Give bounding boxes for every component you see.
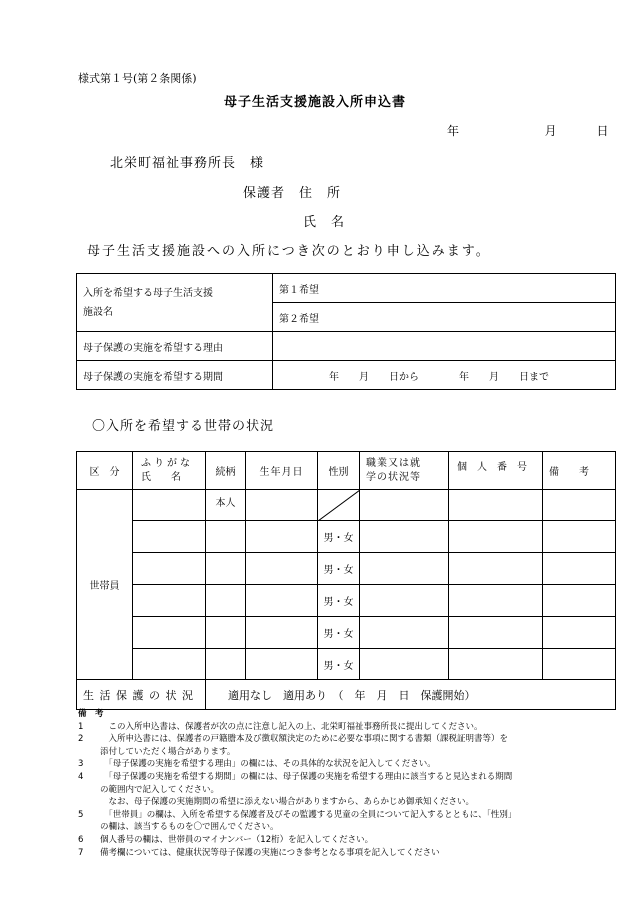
note-line xyxy=(78,758,516,771)
name-field-4[interactable] xyxy=(133,585,206,617)
date-day: 日 xyxy=(596,124,609,138)
note-line xyxy=(78,721,516,734)
birthdate-field-6[interactable] xyxy=(246,649,318,680)
note-text: 備考欄については、健康状況等母子保護の実施につき参考となる事項を記入してください xyxy=(100,847,440,858)
note-text: 「母子保護の実施を希望する理由」の欄には、その具体的な状況を記入してください。 xyxy=(100,759,436,770)
number-field-2[interactable] xyxy=(449,521,543,553)
occupation-field-4[interactable] xyxy=(360,585,449,617)
number-field-4[interactable] xyxy=(449,585,543,617)
guardian-address-label: 保護者 住 所 xyxy=(243,186,342,201)
number-field-6[interactable] xyxy=(449,649,543,680)
notes-field-5[interactable] xyxy=(543,617,616,649)
note-text: 「世帯員」の欄は、入所を希望する保護者及びその監護する児童の全員について記入するとともに、「性別」 xyxy=(100,809,517,820)
header-occupation xyxy=(360,452,449,490)
intro-text: 母子生活支援施設への入所につき次のとおり申し込みます。 xyxy=(87,244,491,259)
name-field-3[interactable] xyxy=(133,553,206,585)
note-line xyxy=(78,809,516,822)
facility-request-table xyxy=(76,273,616,390)
notes-field-4[interactable] xyxy=(543,585,616,617)
facility-label-cell xyxy=(77,274,273,332)
welfare-status-field[interactable]: 適用なし 適用あり （ 年 月 日 保護開始） xyxy=(206,680,616,710)
note-text: の範囲内で記入してください。 xyxy=(100,784,220,795)
number-field-3[interactable] xyxy=(449,553,543,585)
note-number: 4 xyxy=(78,771,84,782)
note-line xyxy=(78,796,516,809)
note-number: 1 xyxy=(78,721,84,732)
period-field[interactable]: 年 月 日から 年 月 日まで xyxy=(273,361,616,390)
relation-field-2[interactable] xyxy=(206,521,246,553)
birthdate-field-5[interactable] xyxy=(246,617,318,649)
note-text: の欄は、該当するものを〇で囲んでください。 xyxy=(100,822,279,833)
note-number: 6 xyxy=(78,834,84,845)
facility-label-line1: 入所を希望する母子生活支援 xyxy=(83,287,213,299)
date-year: 年 xyxy=(447,124,460,138)
relation-field-3[interactable] xyxy=(206,553,246,585)
note-text: 「母子保護の実施を希望する期間」の欄には、母子保護の実施を希望する理由に該当すると見込まれる期間 xyxy=(100,771,513,782)
name-field-1[interactable] xyxy=(133,490,206,521)
note-number: 5 xyxy=(78,809,84,820)
note-line xyxy=(78,746,516,759)
number-field-1[interactable] xyxy=(449,490,543,521)
period-label: 母子保護の実施を希望する期間 xyxy=(77,361,273,390)
form-id: 様式第１号(第２条関係) xyxy=(78,72,197,85)
header-name xyxy=(133,452,206,490)
addressee: 北栄町福祉事務所長 様 xyxy=(110,156,265,171)
birthdate-field-2[interactable] xyxy=(246,521,318,553)
occupation-field-5[interactable] xyxy=(360,617,449,649)
header-individual-number: 個 人 番 号 xyxy=(449,452,543,490)
note-line xyxy=(78,821,516,834)
note-text: 個人番号の欄は、世帯員のマイナンバー（12桁）を記入してください。 xyxy=(100,834,374,845)
sex-option-2[interactable]: 男・女 xyxy=(318,521,360,553)
note-text: この入所申込書は、保護者が次の点に注意し記入の上、北栄町福祉事務所長に提出してください。 xyxy=(100,721,483,732)
birthdate-field-4[interactable] xyxy=(246,585,318,617)
header-category: 区 分 xyxy=(77,452,133,490)
birthdate-field-3[interactable] xyxy=(246,553,318,585)
sex-option-5[interactable]: 男・女 xyxy=(318,617,360,649)
occupation-field-3[interactable] xyxy=(360,553,449,585)
note-text: 入所申込書には、保護者の戸籍謄本及び徴収額決定のために必要な事項に関する書類（課税証明書等）を xyxy=(100,734,509,745)
document-title: 母子生活支援施設入所申込書 xyxy=(223,95,406,110)
header-birthdate: 生年月日 xyxy=(246,452,318,490)
header-occupation-line1: 職業又は就 xyxy=(366,457,421,469)
note-text: 添付していただく場合があります。 xyxy=(100,746,236,757)
header-notes: 備 考 xyxy=(543,452,616,490)
relation-self: 本人 xyxy=(206,490,246,521)
notes-field-6[interactable] xyxy=(543,649,616,680)
notes-field-3[interactable] xyxy=(543,553,616,585)
sex-cell-self xyxy=(318,490,360,521)
header-occupation-line2: 学の状況等 xyxy=(366,471,421,483)
sex-option-3[interactable]: 男・女 xyxy=(318,553,360,585)
note-line xyxy=(78,733,516,746)
note-line xyxy=(78,771,516,784)
notes-field-1[interactable] xyxy=(543,490,616,521)
note-number: 3 xyxy=(78,759,84,770)
date-month: 月 xyxy=(544,124,557,138)
note-line xyxy=(78,847,516,860)
first-choice-field[interactable] xyxy=(273,274,616,303)
notes-field-2[interactable] xyxy=(543,521,616,553)
application-date xyxy=(447,122,609,139)
name-field-2[interactable] xyxy=(133,521,206,553)
facility-label-line2: 施設名 xyxy=(83,306,113,318)
occupation-field-1[interactable] xyxy=(360,490,449,521)
header-sex: 性別 xyxy=(318,452,360,490)
sex-option-4[interactable]: 男・女 xyxy=(318,585,360,617)
occupation-field-6[interactable] xyxy=(360,649,449,680)
second-choice-label: 第２希望 xyxy=(279,313,319,325)
second-choice-field[interactable] xyxy=(273,303,616,332)
note-line xyxy=(78,834,516,847)
welfare-status-label: 生 活 保 護 の 状 況 xyxy=(77,680,206,710)
note-number: 2 xyxy=(78,734,84,745)
note-number: 7 xyxy=(78,847,84,858)
reason-label: 母子保護の実施を希望する理由 xyxy=(77,332,273,361)
note-text: なお、母子保護の実施期間の希望に添えない場合がありますから、あらかじめ御承知ください。 xyxy=(100,797,475,808)
reason-field[interactable] xyxy=(273,332,616,361)
relation-field-5[interactable] xyxy=(206,617,246,649)
name-field-6[interactable] xyxy=(133,649,206,680)
note-line xyxy=(78,784,516,797)
notes-section xyxy=(78,708,516,859)
guardian-name-label: 氏 名 xyxy=(303,215,346,230)
notes-title: 備 考 xyxy=(78,709,104,719)
name-field-5[interactable] xyxy=(133,617,206,649)
relation-field-6[interactable] xyxy=(206,649,246,680)
number-field-5[interactable] xyxy=(449,617,543,649)
header-furigana: ふりがな xyxy=(141,457,193,469)
household-members-label: 世帯員 xyxy=(77,490,133,680)
diagonal-slash xyxy=(318,490,360,521)
first-choice-label: 第１希望 xyxy=(279,284,319,296)
household-table xyxy=(76,451,616,710)
header-shimei: 氏 名 xyxy=(141,471,181,483)
birthdate-field-1[interactable] xyxy=(246,490,318,521)
relation-field-4[interactable] xyxy=(206,585,246,617)
sex-option-6[interactable]: 男・女 xyxy=(318,649,360,680)
section-title: 〇入所を希望する世帯の状況 xyxy=(92,419,275,434)
header-relation: 続柄 xyxy=(206,452,246,490)
occupation-field-2[interactable] xyxy=(360,521,449,553)
